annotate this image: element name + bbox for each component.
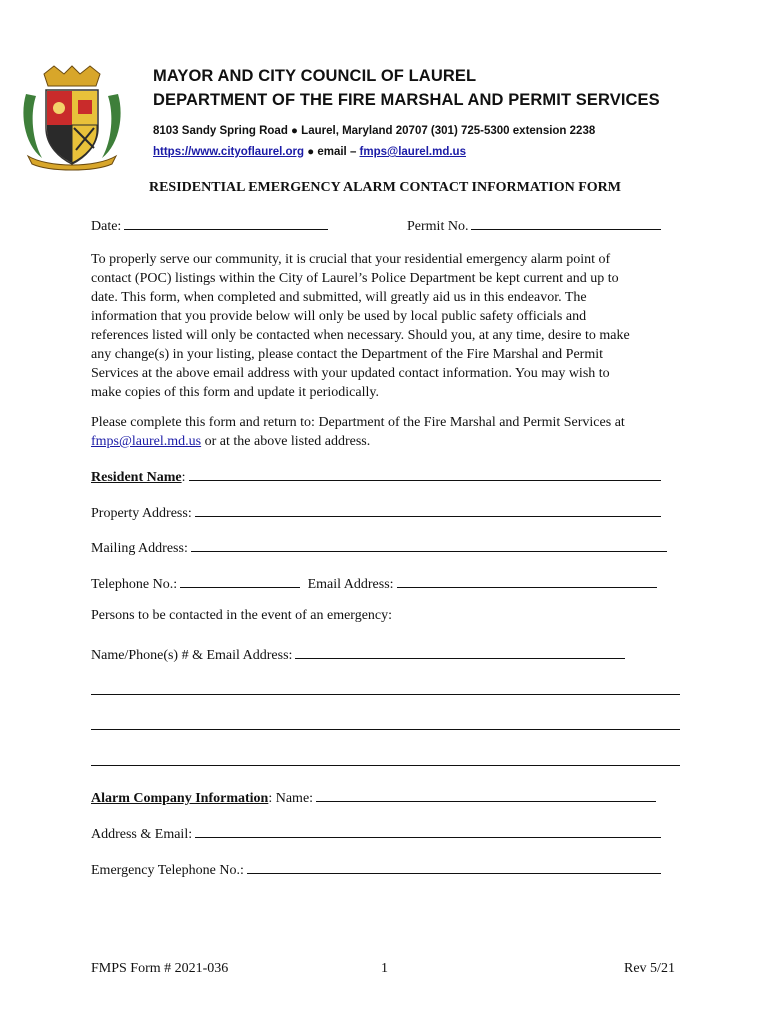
page-number: 1 [381,961,388,976]
emergency-tel-label: Emergency Telephone No.: [91,863,244,878]
intro-line: any change(s) in your listing, please contact the Department of the Fire Marshal and Permit [91,347,604,362]
telephone-field[interactable] [180,573,300,588]
date-field[interactable] [124,215,328,230]
telephone-label: Telephone No.: [91,577,178,592]
form-number: FMPS Form # 2021-036 [91,961,229,976]
intro-line: To properly serve our community, it is crucial that your residential emergency alarm point of [91,252,611,267]
emergency-tel-field[interactable] [247,859,661,874]
email-address-label: Email Address: [307,577,394,592]
resident-name-row: Resident Name: [91,466,661,486]
return-rest: or at the above listed address. [201,434,371,449]
email-address-field[interactable] [397,573,657,588]
office-address: 8103 Sandy Spring Road ● Laurel, Maryland 20707 (301) 725-5300 extension 2238 [153,125,596,137]
mailing-address-row [91,537,667,557]
permit-row [407,215,661,235]
org-name: MAYOR AND CITY COUNCIL OF LAUREL [153,67,477,85]
name-phone-label: Name/Phone(s) # & Email Address: [91,648,293,663]
alarm-company-label: Alarm Company Information [91,791,269,806]
permit-label: Permit No. [407,219,469,234]
permit-field[interactable] [471,215,661,230]
address-email-label: Address & Email: [91,827,193,842]
alarm-company-row: Alarm Company Information: Name: [91,787,656,807]
website-link[interactable]: https://www.cityoflaurel.org [153,146,304,158]
email-link[interactable]: fmps@laurel.md.us [359,146,466,158]
intro-line: references listed will only be contacted when necessary. Should you, at any time, desire to make [91,328,630,343]
address-email-row [91,823,661,843]
contact-line-1[interactable] [91,694,680,695]
emergency-tel-row [91,859,661,879]
contact-line [153,146,466,158]
date-row [91,215,328,235]
intro-line: make copies of this form and update it periodically. [91,385,379,400]
return-email-link[interactable]: fmps@laurel.md.us [91,434,202,449]
name-phone-row [91,644,625,664]
resident-name-label: Resident Name [91,470,182,485]
property-address-row [91,502,661,522]
intro-line: date. This form, when completed and submitted, will greatly aid us in this endeavor. The [91,290,587,305]
return-line: Please complete this form and return to: Department of the Fire Marshal and Permit Services at [91,415,625,430]
intro-line: information that you provide below will only be used by local public safety officials and [91,309,587,324]
alarm-company-name-field[interactable] [316,787,656,802]
resident-name-field[interactable] [189,466,661,481]
return-paragraph [91,413,691,451]
name-phone-field[interactable] [295,644,625,659]
intro-line: contact (POC) listings within the City of Laurel’s Police Department be kept current and up to [91,271,619,286]
telephone-row [91,573,657,593]
contact-line-3[interactable] [91,765,680,766]
property-address-field[interactable] [195,502,661,517]
contact-separator: ● email – [304,146,360,158]
date-label: Date: [91,219,122,234]
address-email-field[interactable] [195,823,661,838]
city-seal-logo [18,64,126,172]
form-title: RESIDENTIAL EMERGENCY ALARM CONTACT INFORMATION FORM [148,180,621,195]
revision-date: Rev 5/21 [624,961,675,976]
persons-label: Persons to be contacted in the event of an emergency: [91,608,393,623]
mailing-address-field[interactable] [191,537,667,552]
mailing-address-label: Mailing Address: [91,541,188,556]
department-name: DEPARTMENT OF THE FIRE MARSHAL AND PERMIT SERVICES [153,91,660,109]
intro-line: Services at the above email address with your updated contact information. You may wish to [91,366,610,381]
contact-line-2[interactable] [91,729,680,730]
intro-paragraph [91,250,691,402]
property-address-label: Property Address: [91,506,192,521]
